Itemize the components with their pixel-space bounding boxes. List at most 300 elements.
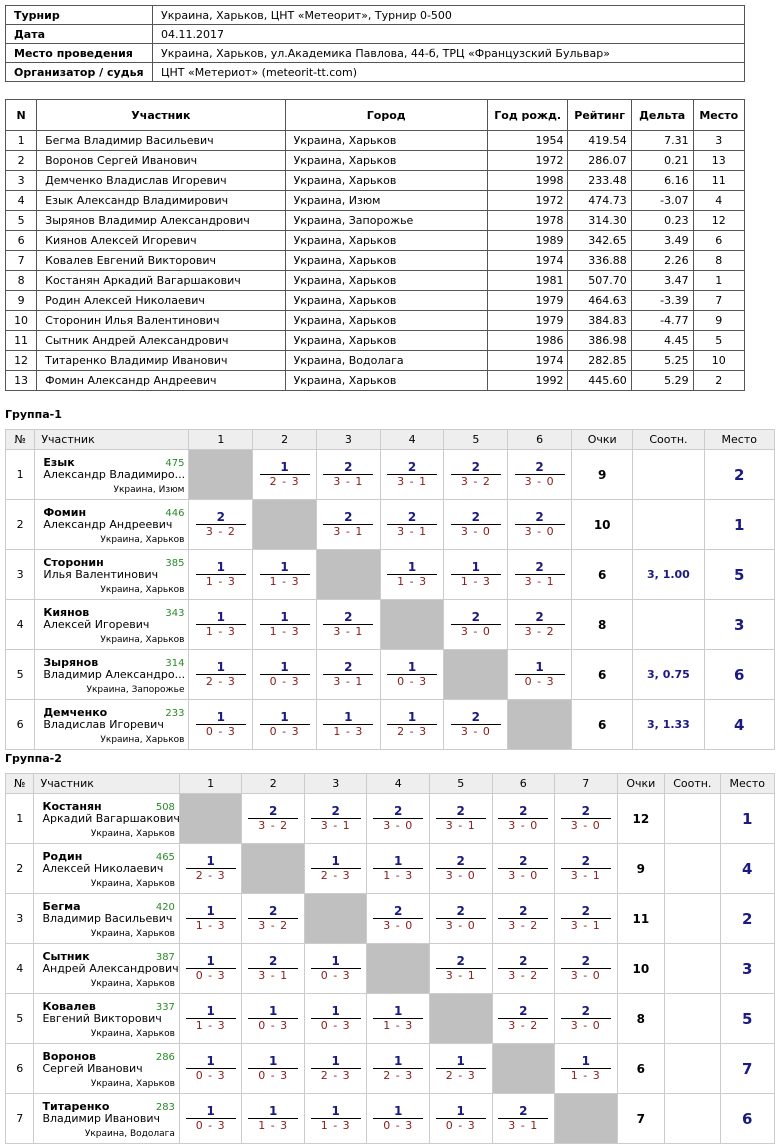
group-header-points: Очки (571, 430, 632, 450)
match-result (196, 610, 246, 639)
match-points: 1 (436, 1104, 486, 1119)
participant-delta: 3.47 (631, 271, 693, 291)
player-last-name: Родин (42, 850, 83, 863)
match-points: 2 (498, 1004, 548, 1019)
match-sets: 3 - 0 (570, 1019, 601, 1032)
match-points: 2 (515, 460, 565, 475)
match-sets: 0 - 3 (195, 1069, 226, 1082)
participant-name: Костанян Аркадий Вагаршакович (37, 271, 285, 291)
participant-birth-year: 1954 (487, 131, 568, 151)
player-first-name: Алексей Игоревич (43, 618, 150, 631)
group-row (6, 650, 775, 700)
participant-row (6, 211, 745, 231)
group-row-number: 4 (6, 600, 35, 650)
match-result-cell (380, 650, 444, 700)
match-result (311, 854, 361, 883)
group-place: 1 (704, 500, 774, 550)
match-sets: 0 - 3 (205, 725, 236, 738)
info-row (6, 25, 745, 44)
player-last-name: Сытник (42, 950, 90, 963)
match-points: 2 (323, 510, 373, 525)
match-result-cell (189, 650, 253, 700)
match-result (387, 510, 437, 539)
group-table (5, 773, 775, 1144)
match-result (260, 660, 310, 689)
match-result (186, 1004, 236, 1033)
match-sets: 3 - 2 (258, 819, 289, 832)
match-points: 2 (248, 954, 298, 969)
self-match-cell (316, 550, 380, 600)
participant-place: 9 (693, 311, 744, 331)
match-result-cell (316, 650, 380, 700)
group-header-player: Участник (34, 774, 179, 794)
match-result (373, 1104, 423, 1133)
group-total-points: 10 (571, 500, 632, 550)
player-first-name: Владимир Васильевич (42, 912, 173, 925)
match-result (498, 854, 548, 883)
match-result (373, 804, 423, 833)
participant-birth-year: 1986 (487, 331, 568, 351)
group-row (6, 450, 775, 500)
player-last-name: Ковалев (42, 1000, 96, 1013)
participant-place: 13 (693, 151, 744, 171)
group-row-number: 6 (6, 1044, 34, 1094)
self-match-cell (179, 794, 242, 844)
participant-number: 12 (6, 351, 37, 371)
match-points: 1 (196, 660, 246, 675)
info-value: 04.11.2017 (153, 25, 745, 44)
group-header-ratio: Соотн. (633, 430, 704, 450)
match-points: 1 (186, 1104, 236, 1119)
match-result-cell (253, 700, 317, 750)
match-sets: 2 - 3 (445, 1069, 476, 1082)
match-result (311, 804, 361, 833)
player-rating: 233 (165, 708, 185, 719)
participant-name: Зырянов Владимир Александрович (37, 211, 285, 231)
group-row (6, 944, 775, 994)
player-first-name: Владислав Игоревич (43, 718, 164, 731)
match-result-cell (444, 500, 508, 550)
participant-row (6, 151, 745, 171)
group-header-row (6, 774, 775, 794)
player-city: Украина, Запорожье (86, 685, 185, 695)
group-player-cell (34, 944, 179, 994)
participant-city: Украина, Харьков (285, 271, 487, 291)
participant-number: 4 (6, 191, 37, 211)
participant-birth-year: 1992 (487, 371, 568, 391)
player-rating: 446 (165, 508, 185, 519)
match-result (186, 1104, 236, 1133)
participant-row (6, 171, 745, 191)
match-sets: 3 - 1 (570, 869, 601, 882)
match-sets: 3 - 0 (570, 819, 601, 832)
match-result-cell (189, 550, 253, 600)
match-points: 2 (196, 510, 246, 525)
participant-delta: -4.77 (631, 311, 693, 331)
group-total-points: 7 (617, 1094, 665, 1144)
match-result-cell (304, 994, 367, 1044)
player-city: Украина, Харьков (90, 1079, 175, 1089)
match-sets: 3 - 0 (524, 525, 555, 538)
participant-row (6, 251, 745, 271)
match-result (260, 610, 310, 639)
info-label: Дата (6, 25, 153, 44)
match-points: 2 (323, 660, 373, 675)
match-points: 2 (498, 854, 548, 869)
match-sets: 0 - 3 (258, 1069, 289, 1082)
info-row (6, 6, 745, 25)
self-match-cell (429, 994, 492, 1044)
match-result-cell (492, 794, 555, 844)
match-sets: 2 - 3 (269, 475, 300, 488)
match-result-cell (189, 600, 253, 650)
group-header-opponent: 5 (429, 774, 492, 794)
match-sets: 3 - 1 (397, 475, 428, 488)
group-ratio (665, 894, 720, 944)
match-sets: 2 - 3 (320, 1069, 351, 1082)
match-points: 1 (311, 1054, 361, 1069)
participant-city: Украина, Харьков (285, 371, 487, 391)
match-points: 2 (436, 954, 486, 969)
participant-city: Украина, Харьков (285, 151, 487, 171)
group-player-cell (35, 600, 189, 650)
match-sets: 3 - 0 (508, 869, 539, 882)
player-city: Украина, Харьков (90, 979, 175, 989)
tournament-info-table (5, 5, 745, 82)
match-result (196, 510, 246, 539)
match-sets: 3 - 0 (570, 969, 601, 982)
group-header-opponent: 4 (367, 774, 430, 794)
match-points: 2 (436, 904, 486, 919)
participant-birth-year: 1974 (487, 351, 568, 371)
group-place: 4 (704, 700, 774, 750)
match-points: 1 (451, 560, 501, 575)
participant-birth-year: 1979 (487, 311, 568, 331)
participant-rating: 286.07 (568, 151, 631, 171)
match-points: 2 (451, 460, 501, 475)
participant-place: 12 (693, 211, 744, 231)
group-table (5, 429, 775, 750)
player-last-name: Сторонин (43, 556, 104, 569)
group-player-cell (35, 550, 189, 600)
match-result-cell (242, 1094, 305, 1144)
participant-place: 2 (693, 371, 744, 391)
match-result (561, 904, 611, 933)
match-sets: 1 - 3 (383, 1019, 414, 1032)
group-ratio (665, 794, 720, 844)
group-row-number: 2 (6, 500, 35, 550)
player-last-name: Езык (43, 456, 75, 469)
participants-header: Дельта (631, 100, 693, 131)
group-row-number: 7 (6, 1094, 34, 1144)
match-sets: 1 - 3 (269, 625, 300, 638)
match-result (323, 460, 373, 489)
match-points: 2 (451, 510, 501, 525)
self-match-cell (304, 894, 367, 944)
participant-number: 13 (6, 371, 37, 391)
participant-place: 7 (693, 291, 744, 311)
group-header-opponent: 3 (316, 430, 380, 450)
participant-delta: 2.26 (631, 251, 693, 271)
participants-header: Год рожд. (487, 100, 568, 131)
match-result (515, 660, 565, 689)
match-points: 1 (196, 560, 246, 575)
player-city: Украина, Харьков (100, 635, 185, 645)
group-total-points: 6 (617, 1044, 665, 1094)
match-points: 1 (311, 854, 361, 869)
match-result-cell (492, 994, 555, 1044)
match-result (451, 460, 501, 489)
match-points: 1 (515, 660, 565, 675)
player-rating: 508 (155, 802, 175, 813)
participants-header: Город (285, 100, 487, 131)
match-sets: 0 - 3 (320, 969, 351, 982)
match-sets: 1 - 3 (460, 575, 491, 588)
match-points: 2 (248, 904, 298, 919)
match-sets: 2 - 3 (383, 1069, 414, 1082)
match-sets: 1 - 3 (570, 1069, 601, 1082)
self-match-cell (555, 1094, 618, 1144)
match-result (561, 1054, 611, 1083)
match-result-cell (555, 994, 618, 1044)
match-sets: 3 - 2 (460, 475, 491, 488)
participant-rating: 474.73 (568, 191, 631, 211)
participant-city: Украина, Харьков (285, 131, 487, 151)
player-rating: 465 (155, 852, 175, 863)
match-points: 1 (387, 710, 437, 725)
group-place: 5 (720, 994, 774, 1044)
match-points: 2 (561, 1004, 611, 1019)
match-result-cell (304, 844, 367, 894)
match-result (436, 1054, 486, 1083)
match-sets: 1 - 3 (195, 919, 226, 932)
participant-birth-year: 1972 (487, 191, 568, 211)
self-match-cell (508, 700, 572, 750)
match-sets: 3 - 0 (460, 725, 491, 738)
group-row (6, 550, 775, 600)
match-points: 1 (260, 610, 310, 625)
player-rating: 387 (155, 952, 175, 963)
player-last-name: Бегма (42, 900, 81, 913)
player-rating: 314 (165, 658, 185, 669)
match-result (498, 804, 548, 833)
participants-table (5, 99, 745, 391)
match-result-cell (555, 944, 618, 994)
match-sets: 0 - 3 (524, 675, 555, 688)
player-rating: 385 (165, 558, 185, 569)
group-total-points: 10 (617, 944, 665, 994)
player-last-name: Зырянов (43, 656, 99, 669)
group-place: 1 (720, 794, 774, 844)
match-sets: 3 - 0 (445, 869, 476, 882)
group-ratio: 3, 0.75 (633, 650, 704, 700)
match-result-cell (304, 944, 367, 994)
group-title: Группа-2 (5, 752, 62, 765)
match-result-cell (508, 650, 572, 700)
match-points: 1 (323, 710, 373, 725)
match-result (196, 660, 246, 689)
match-points: 2 (311, 804, 361, 819)
match-sets: 1 - 3 (195, 1019, 226, 1032)
player-first-name: Илья Валентинович (43, 568, 159, 581)
participant-delta: 5.29 (631, 371, 693, 391)
match-result-cell (179, 1094, 242, 1144)
participant-delta: -3.07 (631, 191, 693, 211)
match-result-cell (189, 500, 253, 550)
match-result (196, 710, 246, 739)
match-points: 2 (451, 710, 501, 725)
participant-rating: 419.54 (568, 131, 631, 151)
match-points: 1 (186, 1054, 236, 1069)
group-player-cell (34, 1094, 179, 1144)
group-header-opponent: 5 (444, 430, 508, 450)
match-points: 2 (436, 854, 486, 869)
group-total-points: 11 (617, 894, 665, 944)
match-result-cell (316, 700, 380, 750)
match-result-cell (179, 894, 242, 944)
player-city: Украина, Харьков (90, 829, 175, 839)
participant-row (6, 311, 745, 331)
match-result-cell (444, 550, 508, 600)
participant-place: 4 (693, 191, 744, 211)
match-points: 1 (196, 610, 246, 625)
player-first-name: Аркадий Вагаршакович (42, 812, 180, 825)
participant-rating: 507.70 (568, 271, 631, 291)
group-row (6, 994, 775, 1044)
group-total-points: 8 (617, 994, 665, 1044)
match-result (561, 1004, 611, 1033)
info-value: Украина, Харьков, ЦНТ «Метеорит», Турнир 0-500 (153, 6, 745, 25)
match-result-cell (508, 500, 572, 550)
match-result (323, 510, 373, 539)
match-result-cell (380, 450, 444, 500)
match-result (436, 854, 486, 883)
match-result-cell (367, 894, 430, 944)
match-result-cell (508, 450, 572, 500)
match-result (260, 560, 310, 589)
match-points: 1 (260, 460, 310, 475)
group-row-number: 3 (6, 550, 35, 600)
match-result-cell (304, 1094, 367, 1144)
group-player-cell (35, 450, 189, 500)
match-sets: 0 - 3 (269, 725, 300, 738)
player-rating: 283 (155, 1102, 175, 1113)
participant-number: 6 (6, 231, 37, 251)
participant-place: 5 (693, 331, 744, 351)
match-result-cell (444, 600, 508, 650)
player-city: Украина, Харьков (100, 535, 185, 545)
match-points: 1 (373, 1054, 423, 1069)
match-sets: 2 - 3 (397, 725, 428, 738)
match-result-cell (429, 944, 492, 994)
match-sets: 3 - 1 (320, 819, 351, 832)
match-result (387, 710, 437, 739)
participant-number: 8 (6, 271, 37, 291)
participant-place: 10 (693, 351, 744, 371)
match-points: 1 (248, 1054, 298, 1069)
match-result (323, 710, 373, 739)
group-row-number: 5 (6, 650, 35, 700)
group-header-row (6, 430, 775, 450)
participant-row (6, 231, 745, 251)
group-ratio (665, 1044, 720, 1094)
group-row-number: 3 (6, 894, 34, 944)
match-result-cell (492, 944, 555, 994)
participant-rating: 282.85 (568, 351, 631, 371)
match-points: 2 (323, 610, 373, 625)
match-sets: 3 - 1 (333, 675, 364, 688)
match-result (436, 1104, 486, 1133)
participant-rating: 445.60 (568, 371, 631, 391)
group-row-number: 1 (6, 450, 35, 500)
participant-city: Украина, Водолага (285, 351, 487, 371)
match-result-cell (380, 500, 444, 550)
group-ratio: 3, 1.33 (633, 700, 704, 750)
match-sets: 2 - 3 (195, 869, 226, 882)
match-points: 2 (561, 904, 611, 919)
participant-number: 5 (6, 211, 37, 231)
group-ratio (633, 450, 704, 500)
match-result (323, 660, 373, 689)
match-points: 2 (515, 510, 565, 525)
group-player-cell (34, 1044, 179, 1094)
match-result (515, 510, 565, 539)
participant-row (6, 351, 745, 371)
match-sets: 1 - 3 (397, 575, 428, 588)
match-result (311, 1054, 361, 1083)
match-points: 1 (387, 660, 437, 675)
match-result (186, 954, 236, 983)
group-place: 5 (704, 550, 774, 600)
match-points: 2 (498, 1104, 548, 1119)
participant-city: Украина, Изюм (285, 191, 487, 211)
match-result (436, 804, 486, 833)
group-total-points: 8 (571, 600, 632, 650)
group-player-cell (35, 700, 189, 750)
match-points: 1 (387, 560, 437, 575)
match-result-cell (304, 794, 367, 844)
match-result (311, 1104, 361, 1133)
group-row-number: 1 (6, 794, 34, 844)
player-first-name: Александр Андреевич (43, 518, 173, 531)
match-points: 1 (260, 560, 310, 575)
match-result (323, 610, 373, 639)
player-last-name: Воронов (42, 1050, 96, 1063)
match-result-cell (367, 1094, 430, 1144)
match-sets: 1 - 3 (269, 575, 300, 588)
group-place: 2 (720, 894, 774, 944)
match-result (311, 954, 361, 983)
group-row (6, 700, 775, 750)
match-points: 1 (311, 1104, 361, 1119)
match-result (186, 854, 236, 883)
match-sets: 1 - 3 (205, 625, 236, 638)
player-last-name: Демченко (43, 706, 108, 719)
group-ratio (665, 844, 720, 894)
info-row (6, 44, 745, 63)
match-sets: 3 - 1 (333, 625, 364, 638)
match-result-cell (429, 794, 492, 844)
participant-city: Украина, Харьков (285, 331, 487, 351)
match-result-cell (304, 1044, 367, 1094)
match-points: 2 (515, 610, 565, 625)
match-result (451, 560, 501, 589)
participant-rating: 342.65 (568, 231, 631, 251)
match-points: 1 (186, 1004, 236, 1019)
match-points: 2 (248, 804, 298, 819)
group-header-opponent: 6 (508, 430, 572, 450)
match-result-cell (179, 844, 242, 894)
